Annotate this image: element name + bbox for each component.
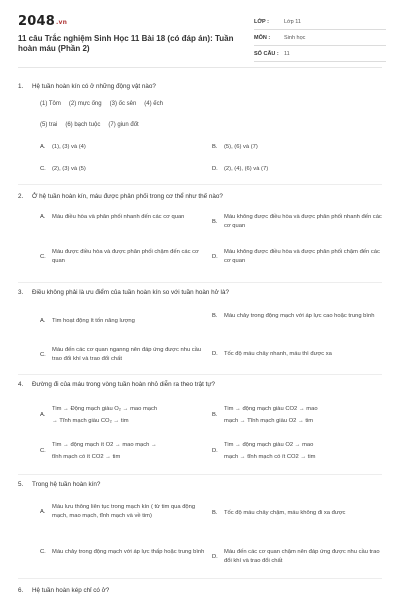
question-divider	[18, 184, 382, 185]
logo-text: 2048	[18, 14, 55, 29]
answer-label: A.	[40, 144, 46, 150]
answer-text: Tim hoạt động ít tốn năng lượng	[52, 318, 135, 324]
answer-label: B.	[212, 412, 218, 418]
answer-label: D.	[212, 166, 218, 172]
logo-suffix: .vn	[55, 19, 68, 26]
answer-option-d[interactable]	[212, 165, 382, 174]
question-divider	[18, 474, 382, 475]
answer-line: Tim → Động mạch giàu O₂ → mao mạch	[52, 406, 158, 412]
answer-text: Máu đến các cơ quan chậm nên đáp ứng được nhu cầu trao đổi khí và trao đổi chất	[224, 549, 380, 564]
header-divider	[18, 67, 382, 68]
answer-label: A.	[40, 214, 46, 220]
answer-option-c[interactable]	[40, 346, 205, 364]
question-body: Đường đi của máu trong vòng tuần hoàn nhỏ diễn ra theo trật tự?	[32, 381, 216, 388]
item: (3) ốc sên	[109, 101, 137, 107]
question-text	[18, 82, 388, 91]
question-divider	[18, 374, 382, 375]
answer-option-c[interactable]	[40, 441, 208, 462]
meta-class-row	[254, 14, 386, 30]
answer-text	[224, 405, 384, 426]
answer-label: C.	[40, 549, 46, 555]
answer-line: Tim → động mạch giàu CO2 → mao	[224, 406, 318, 412]
item: (1) Tôm	[40, 101, 61, 107]
answer-text: (5), (6) và (7)	[224, 144, 258, 150]
question-text	[18, 480, 388, 489]
question-text	[18, 586, 388, 595]
answer-line: mạch → Tĩnh mạch giàu O2 → tim	[224, 418, 314, 424]
question-number: 1.	[18, 83, 24, 90]
answer-text	[52, 405, 208, 426]
question-body: Điều không phải là ưu điểm của tuần hoàn kín so với tuần hoàn hở là?	[32, 289, 229, 296]
answer-line: Tim → động mạch giàu O2 → mao	[224, 442, 314, 448]
item: (5) trai	[40, 122, 58, 128]
item: (7) giun đốt	[108, 122, 139, 128]
answer-label: B.	[212, 218, 218, 225]
answer-option-a[interactable]	[40, 503, 208, 521]
answer-option-b[interactable]	[212, 143, 382, 152]
answer-option-d[interactable]	[212, 350, 382, 359]
answer-text: Máu chảy trong động mạch với áp lực thấp hoặc trung bình	[52, 549, 205, 555]
answer-label: D.	[212, 448, 218, 454]
answer-option-b[interactable]	[212, 312, 382, 321]
meta-count-key: SỐ CÂU :	[254, 50, 279, 57]
answer-option-a[interactable]	[40, 317, 205, 326]
meta-class-key: LỚP :	[254, 18, 269, 25]
question-divider	[18, 282, 382, 283]
answer-label: C.	[40, 448, 46, 454]
answer-option-a[interactable]	[40, 213, 205, 222]
question-text	[18, 288, 388, 297]
item: (2) mực ống	[68, 101, 102, 107]
answer-option-c[interactable]	[40, 548, 208, 557]
answer-label: A.	[40, 318, 46, 324]
question-text	[18, 192, 388, 201]
question-number: 5.	[18, 481, 24, 488]
meta-count-value: 11	[284, 50, 290, 57]
question-number: 6.	[18, 587, 24, 594]
meta-panel	[254, 14, 386, 62]
answer-text	[52, 441, 208, 462]
question-1-items-row-1	[40, 101, 163, 107]
answer-label: C.	[40, 166, 46, 172]
answer-line: mạch → tĩnh mạch có ít CO2 → tim	[224, 454, 316, 460]
meta-subject-row	[254, 30, 386, 46]
answer-text: (2), (3) và (5)	[52, 166, 86, 172]
answer-text	[224, 441, 384, 462]
answer-option-c[interactable]	[40, 248, 205, 266]
question-6	[18, 586, 388, 595]
meta-subject-value: Sinh học	[284, 34, 306, 41]
question-body: Hệ tuần hoàn kép chỉ có ở?	[32, 587, 110, 594]
question-2	[18, 192, 388, 201]
answer-label: B.	[212, 510, 218, 516]
question-body: Ở hệ tuần hoàn kín, máu được phân phối trong cơ thể như thế nào?	[32, 193, 223, 200]
answer-option-a[interactable]	[40, 143, 200, 152]
answer-label: B.	[212, 144, 218, 150]
meta-count-row	[254, 46, 386, 62]
answer-label: B.	[212, 313, 218, 319]
answer-text: Máu không được điều hòa và được phân phối chậm đến các cơ quan	[224, 249, 380, 264]
question-body: Hệ tuần hoàn kín có ở những động vật nào?	[32, 83, 156, 90]
answer-label: D.	[212, 351, 218, 357]
question-1	[18, 82, 388, 91]
page-title: 11 câu Trắc nghiệm Sinh Học 11 Bài 18 (có đáp án): Tuần hoàn máu (Phần 2)	[18, 34, 234, 53]
meta-subject-key: MÔN :	[254, 34, 271, 41]
site-logo[interactable]	[18, 14, 67, 29]
answer-text: Tốc độ máu chảy nhanh, máu thì được xa	[224, 351, 332, 357]
answer-text: (1), (3) và (4)	[52, 144, 86, 150]
question-1-items-row-2	[40, 122, 139, 128]
question-number: 4.	[18, 381, 24, 388]
answer-option-d[interactable]	[212, 248, 382, 266]
question-number: 2.	[18, 193, 24, 200]
question-body: Trong hệ tuần hoàn kín?	[32, 481, 101, 488]
item: (4) ếch	[144, 101, 163, 107]
answer-text: Tốc độ máu chảy chậm, máu không đi xa được	[224, 510, 346, 516]
answer-option-b[interactable]	[212, 509, 382, 518]
question-number: 3.	[18, 289, 24, 296]
answer-text: Máu chảy trong động mạch với áp lực cao hoặc trung bình	[224, 313, 375, 319]
answer-option-a[interactable]	[40, 405, 208, 426]
answer-label: A.	[40, 412, 46, 418]
question-3	[18, 288, 388, 297]
answer-label: A.	[40, 508, 46, 515]
answer-label: C.	[40, 253, 46, 260]
answer-label: D.	[212, 253, 218, 260]
answer-label: C.	[40, 351, 46, 358]
question-4	[18, 380, 388, 389]
answer-line: → Tĩnh mạch giàu CO₂ → tim	[52, 418, 129, 424]
question-divider	[18, 578, 382, 579]
answer-option-b[interactable]	[212, 405, 384, 426]
answer-label: D.	[212, 553, 218, 560]
answer-option-b[interactable]	[212, 213, 382, 231]
answer-text: Máu không được điều hòa và được phân phối nhanh đến các cơ quan	[224, 214, 382, 229]
answer-text: Máu được điều hòa và được phân phối chậm đến các cơ quan	[52, 249, 199, 264]
answer-line: tĩnh mạch có ít CO2 → tim	[52, 454, 121, 460]
answer-option-d[interactable]	[212, 548, 382, 566]
answer-option-c[interactable]	[40, 165, 200, 174]
answer-text: Máu điều hòa và phân phối nhanh đến các cơ quan	[52, 214, 185, 220]
meta-class-value: Lớp 11	[284, 18, 301, 25]
question-5	[18, 480, 388, 489]
answer-text: (2), (4), (6) và (7)	[224, 166, 269, 172]
answer-option-d[interactable]	[212, 441, 384, 462]
answer-text: Máu lưu thông liên tục trong mạch kín ( từ tim qua động mạch, mao mạch, tĩnh mạch và về tim)	[52, 504, 196, 519]
item: (6) bạch tuộc	[65, 122, 101, 128]
answer-line: Tim → động mạch ít O2 → mao mạch →	[52, 442, 157, 448]
answer-text: Máu đến các cơ quan nganng nên đáp ứng được nhu cầu trao đổi khí và trao đổi chất	[52, 347, 202, 362]
question-text	[18, 380, 388, 389]
